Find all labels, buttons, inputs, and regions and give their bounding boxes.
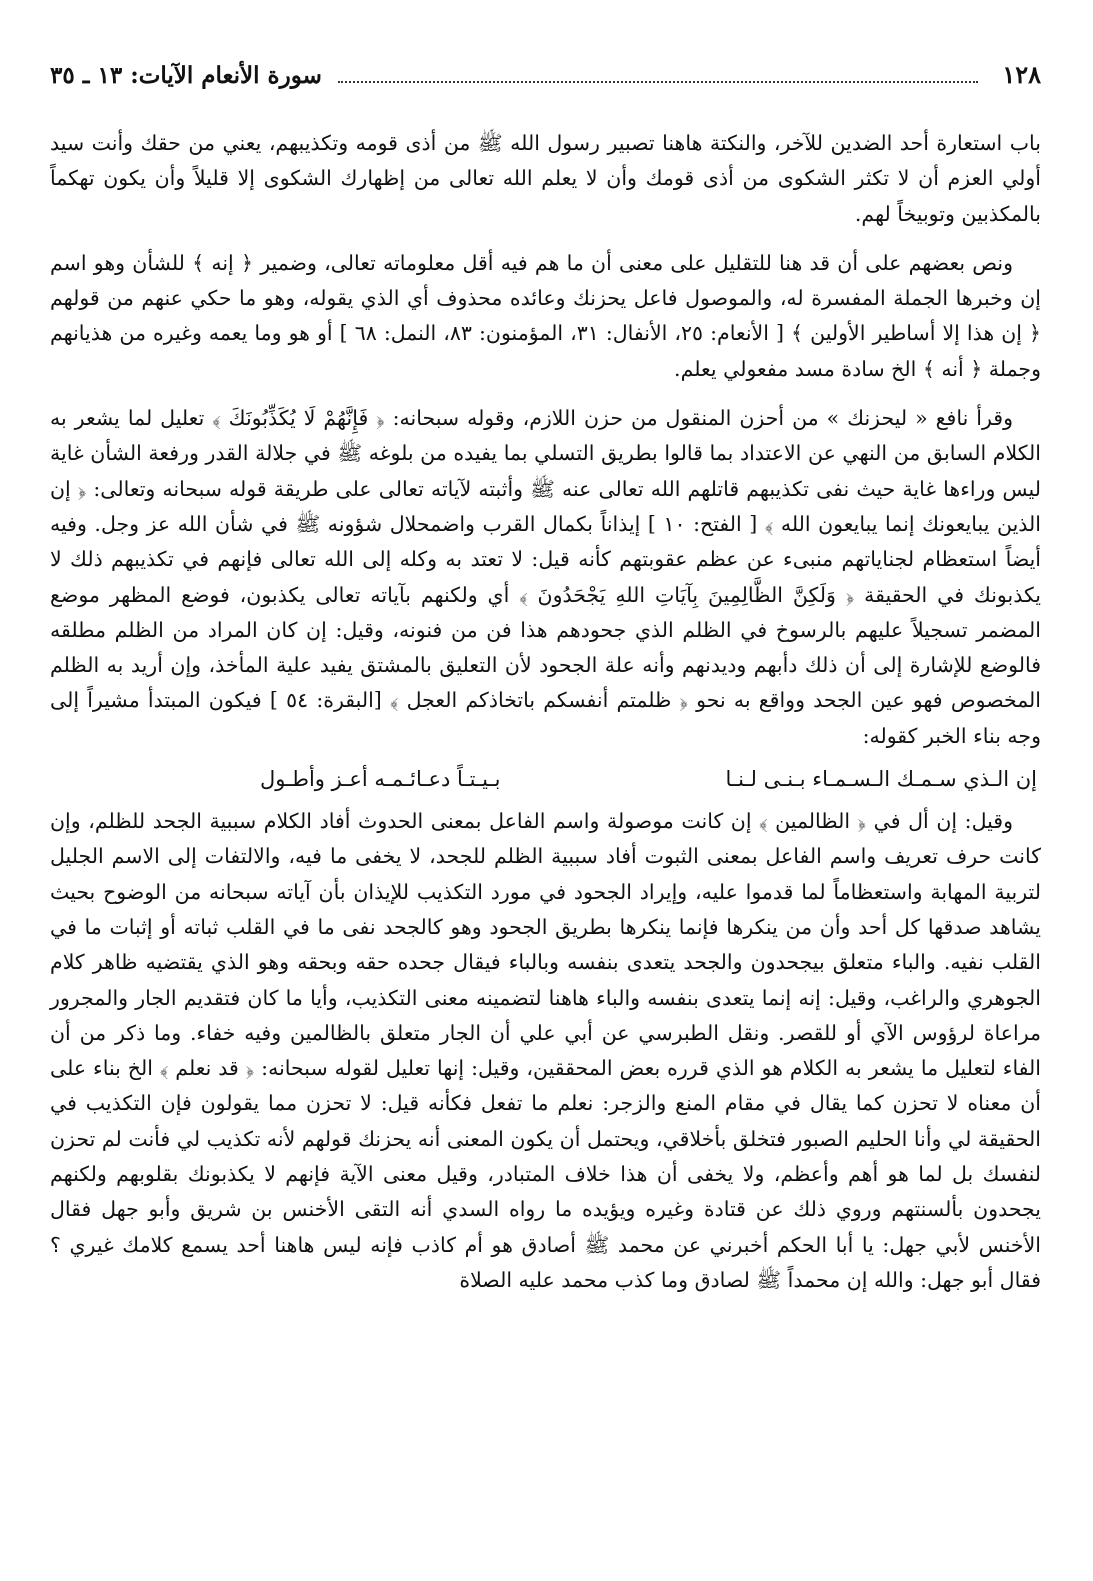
paragraph-4: وقيل: إن أل في ﴿ الظالمين ﴾ إن كانت موصولة واسم الفاعل بمعنى الحدوث أفاد الكلام سببية الجحد للظلم، وإن كانت حرف تعريف واسم الفاعل بمعنى الثبوت أفاد سببية الظلم للجحد، لا يخفى ما فيه، والالتفات إلى الاسم الجليل لتربية المهابة واستعظاماً لما قدموا عليه، وإيراد الجحود في مورد التكذيب للإيذان بأن آياته سبحانه من الوضوح بحيث يشاهد صدقها كل أحد وأن من ينكرها فإنما ينكرها بطريق الجحود وهو كالجحد نفى ما في القلب ثباته أو إثبات ما في القلب نفيه. والباء متعلق بيجحدون والجحد يتعدى بنفسه وبالباء فيقال جحده حقه وبحقه وهو الذي يقتضيه ظاهر كلام الجوهري والراغب، وقيل: إنه إنما يتعدى بنفسه والباء هاهنا لتضمينه معنى التكذيب، وأيا ما كان فتقديم الجار والمجرور مراعاة لرؤوس الآي أو للقصر. ونقل الطبرسي عن أبي علي أن الجار متعلق بالظالمين وفيه خفاء. وما ذكر من أن الفاء لتعليل ما يشعر به الكلام هو الذي قرره بعض المحققين، وقيل: إنها تعليل لقوله سبحانه: ﴿ قد نعلم ﴾ الخ بناء على أن معناه لا تحزن كما يقال في مقام المنع والزجر: نعلم ما تفعل فكأنه قيل: لا تحزن مما يقولون فإن التكذيب في الحقيقة لي وأنا الحليم الصبور فتخلق بأخلاقي، ويحتمل أن يكون المعنى أنه يحزنك قولهم لأنه تكذيب لي فأنت لم تحزن لنفسك بل لما هو أهم وأعظم، ولا يخفى أن هذا خلاف المتبادر، وقيل معنى الآية فإنهم لا يكذبونك بقلوبهم ولكنهم يجحدون بألسنتهم وروي ذلك عن قتادة وغيره ويؤيده ما رواه السدي أنه التقى الأخنس بن شريق وأبو جهل فقال الأخنس لأبي جهل: يا أبا الحكم أخبرني عن محمد ﷺ أصادق هو أم كاذب فإنه ليس هاهنا أحد يسمع كلامك غيري ؟ فقال أبو جهل: والله إن محمداً ﷺ لصادق وما كذب محمد عليه الصلاة (50, 809, 1041, 1292)
running-title: سورة الأنعام الآيات: ١٣ ـ ٣٥ (50, 62, 322, 89)
page-header (50, 60, 1041, 104)
paragraph-gap (50, 232, 1041, 246)
poetry-verse (50, 760, 1041, 798)
paragraph-3: وقرأ نافع « ليحزنك » من أحزن المنقول من حزن اللازم، وقوله سبحانه: ﴿ فَإِنَّهُمْ لَا يُكَذِّبُونَكَ ﴾ تعليل لما يشعر به الكلام السابق من النهي عن الاعتداد بما قالوا بطريق التسلي بما يفيده من بلوغه ﷺ في جلالة القدر ورفعة الشأن غاية ليس وراءها غاية حيث نفى تكذيبهم قاتلهم الله تعالى عنه ﷺ وأثبته لآياته تعالى على طريقة قوله سبحانه وتعالى: ﴿ إن الذين يبايعونك إنما يبايعون الله ﴾ [ الفتح: ١٠ ] إيذاناً بكمال القرب واضمحلال شؤونه ﷺ في شأن الله عز وجل. وفيه أيضاً استعظام لجناياتهم منبىء عن عظم عقوبتهم كأنه قيل: لا تعتد به وكله إلى الله تعالى فإنهم في تكذيبهم ذلك لا يكذبونك في الحقيقة ﴿ وَلَكِنَّ الظَّالِمِينَ بِآيَاتِ اللهِ يَجْحَدُونَ ﴾ أي ولكنهم بآياته تعالى يكذبون، فوضع المظهر موضع المضمر تسجيلاً عليهم بالرسوخ في الظلم الذي جحودهم هذا فن من فنونه، وقيل: إن كان المراد من الظلم مطلقه فالوضع للإشارة إلى أن ذلك دأبهم وديدنهم وأنه علة الجحود لأن التعليق بالمشتق يفيد علية المأخذ، وإن أريد به الظلم المخصوص فهو عين الجحد وواقع به نحو ﴿ ظلمتم أنفسكم باتخاذكم العجل ﴾ [البقرة: ٥٤ ] فيكون المبتدأ مشيراً إلى وجه بناء الخبر كقوله: (50, 406, 1041, 748)
verse-first-hemistich: إن الـذي سـمـك الـسـمـاء بـنـى لـنـا (725, 767, 1037, 792)
page-number: ١٢٨ (1002, 60, 1041, 89)
paragraph-2: ونص بعضهم على أن قد هنا للتقليل على معنى أن ما هم فيه أقل معلوماته تعالى، وضمير ﴿ إنه ﴾ للشأن وهو اسم إن وخبرها الجملة المفسرة له، والموصول فاعل يحزنك وعائده محذوف أي الذي يقوله، وهو ما حكي عنهم من قولهم ﴿ إن هذا إلا أساطير الأولين ﴾ [ الأنعام: ٢٥، الأنفال: ٣١، المؤمنون: ٨٣، النمل: ٦٨ ] أو هو وما يعمه وغيره من هذيانهم وجملة ﴿ أنه ﴾ الخ سادة مسد مفعولي يعلم. (50, 250, 1042, 381)
paragraph-1: باب استعارة أحد الضدين للآخر، والنكتة هاهنا تصبير رسول الله ﷺ من أذى قومه وتكذيبهم، يعني من حقك وأنت سيد أولي العزم أن لا تكثر الشكوى من أذى قومك وأن لا يعلم الله تعالى من إظهارك الشكوى إلا قليلاً وأن يكون تهكماً بالمكذبين وتوبيخاً لهم. (50, 131, 1041, 226)
paragraph-gap (50, 387, 1041, 401)
verse-second-hemistich: بـيـتـاً دعـائـمـه أعـز وأطـول (260, 767, 501, 792)
dotted-leader (338, 63, 978, 83)
